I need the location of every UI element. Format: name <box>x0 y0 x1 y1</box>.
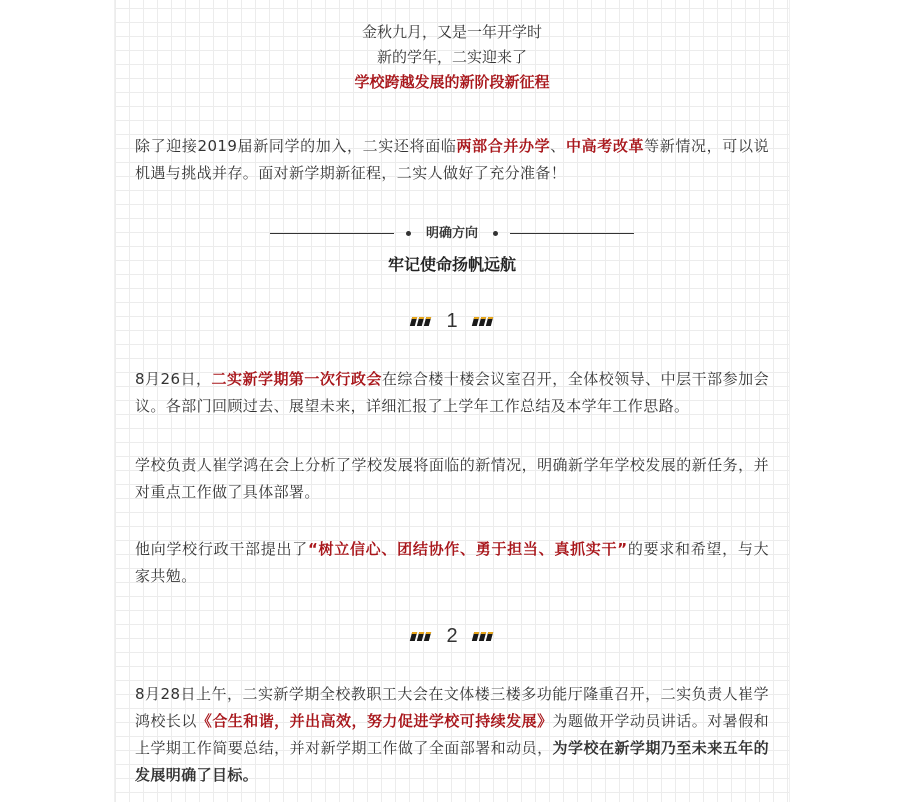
intro-block <box>115 20 789 95</box>
section-number: 2 <box>446 625 458 647</box>
section-label: 明确方向 <box>425 226 478 241</box>
text-run: 学校负责人崔学鸿在会上分析了学校发展将面临的新情况，明确新学年学校发展的新任务，并对重点工作做了具体部署。 <box>135 456 769 501</box>
paragraph-admin-meeting <box>135 366 769 420</box>
stripe-decoration-icon <box>473 316 493 326</box>
article-body <box>114 0 790 802</box>
section-title: 牢记使命扬帆远航 <box>384 254 520 276</box>
paragraph-principal-analysis <box>135 452 769 506</box>
highlight-admin-meeting: 二实新学期第一次行政会 <box>211 370 382 388</box>
section-number: 1 <box>446 310 458 332</box>
text-run: 等新情况，可以说机遇与挑战并存。面对新学期新征程，二实人做好了充分准备！ <box>135 137 769 182</box>
text-run: 为题做开学动员讲话。对暑假和上学期工作简要总结，并对新学期工作做了全面部署和动员， <box>135 712 769 757</box>
section-title-wrap <box>115 254 789 276</box>
section-divider <box>270 222 634 246</box>
highlight-exam-reform: 中高考改革 <box>565 137 645 155</box>
text-run: 他向学校行政干部提出了 <box>135 540 308 558</box>
highlight-speech-title: 《合生和谐，并出高效，努力促进学校可持续发展》 <box>196 712 553 730</box>
divider-line-right <box>510 233 634 234</box>
section-number-1 <box>115 307 789 335</box>
section-header <box>115 222 789 282</box>
text-run: 除了迎接2019届新同学的加入，二实还将面临 <box>135 137 457 155</box>
paragraph-requirements <box>135 536 769 590</box>
text-run: 8月28日上午，二实新学期全校教职工大会在文体楼三楼多功能厅隆重召开，二实负责人崔学鸿校长以 <box>135 685 769 730</box>
section-number-2 <box>115 622 789 650</box>
stripe-decoration-icon <box>473 631 493 641</box>
intro-line-1: 金秋九月，又是一年开学时 <box>361 23 542 41</box>
stripe-decoration-icon <box>411 316 431 326</box>
highlight-slogan: “树立信心、团结协作、勇于担当、真抓实干” <box>307 540 628 558</box>
divider-dot-right <box>493 231 498 236</box>
text-run: 8月26日， <box>135 370 212 388</box>
stripe-decoration-icon <box>411 631 431 641</box>
paragraph-intro <box>135 133 769 187</box>
highlight-merger: 两部合并办学 <box>456 137 551 155</box>
text-run: 、 <box>550 137 566 155</box>
text-run: 的要求和希望，与大家共勉。 <box>135 540 769 585</box>
text-run: 在综合楼十楼会议室召开，全体校领导、中层干部参加会议。各部门回顾过去、展望未来，详细汇报了上学年工作总结及本学年工作思路。 <box>135 370 770 415</box>
intro-line-3: 学校跨越发展的新阶段新征程 <box>354 73 550 91</box>
bold-goal-statement: 为学校在新学期乃至未来五年的发展明确了目标。 <box>135 739 769 784</box>
paragraph-staff-meeting <box>135 681 769 789</box>
intro-line-2: 新的学年，二实迎来了 <box>376 48 527 66</box>
